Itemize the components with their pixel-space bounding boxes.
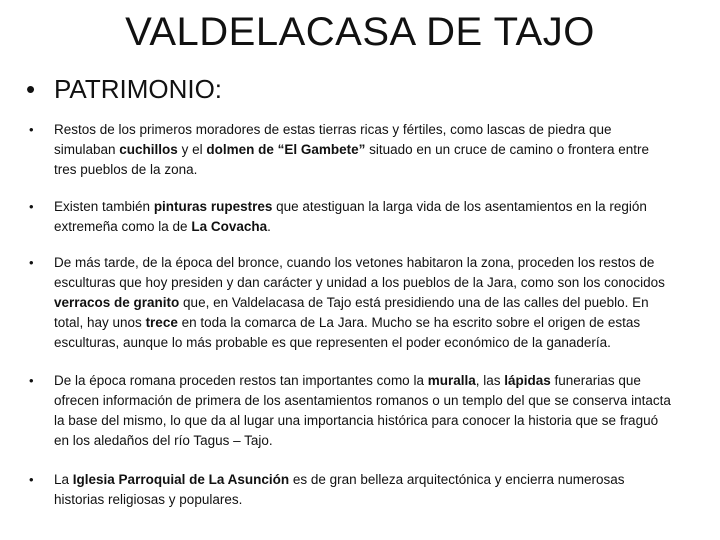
text-run: que atestiguan la larga vida de los asentamientos en la región extremeña como la de: [54, 199, 647, 234]
text-run: que, en Valdelacasa de Tajo está presidiendo una de las calles del pueblo. En total, hay unos: [54, 295, 649, 330]
bullet-point: •: [29, 373, 34, 388]
bullet-text: [54, 197, 672, 237]
text-run: funerarias que ofrecen información de primera de los asentamientos romanos o un templo del que se conserva intacta la base del mismo, lo que da al lugar una importancia histórica para conocer la historia que se fraguó en los aledaños del río Tagus – Tajo.: [54, 373, 671, 448]
bullet-text: [54, 120, 672, 180]
bold-text: cuchillos: [119, 142, 178, 157]
text-run: Restos de los primeros moradores de estas tierras ricas y fértiles, como lascas de piedra que simulaban: [54, 122, 612, 157]
text-run: Existen también: [54, 199, 154, 214]
bold-text: pinturas rupestres: [153, 199, 273, 214]
bullet-point: •: [29, 255, 34, 270]
bold-text: muralla: [427, 373, 476, 388]
bold-text: Iglesia Parroquial de La Asunción: [72, 472, 290, 487]
text-run: , las: [475, 373, 505, 388]
bullet-text: [54, 371, 672, 451]
slide-title: VALDELACASA DE TAJO: [125, 10, 595, 54]
bullet-text: [54, 470, 672, 510]
text-run: De la época romana proceden restos tan importantes como la: [54, 373, 428, 388]
text-run: .: [267, 219, 271, 234]
bullet-item: [26, 371, 672, 451]
text-run: De más tarde, de la época del bronce, cuando los vetones habitaron la zona, proceden los restos de esculturas que hoy presiden y dan carácter y unidad a los pueblos de la Jara, como son los conocidos: [54, 255, 665, 290]
text-run: situado en un cruce de camino o frontera entre tres pueblos de la zona.: [54, 142, 650, 177]
bullet-item: [26, 197, 672, 237]
section-heading: [26, 72, 222, 106]
bullet-point: •: [29, 122, 34, 137]
bullet-point: •: [29, 199, 34, 214]
bold-text: lápidas: [504, 373, 551, 388]
heading-bullet: •: [26, 74, 36, 104]
text-run: y el: [177, 142, 207, 157]
bullet-item: [26, 470, 672, 510]
text-run: es de gran belleza arquitectónica y encierra numerosas historias religiosas y populares.: [54, 472, 625, 507]
bold-text: La Covacha: [191, 219, 268, 234]
heading-text: PATRIMONIO:: [54, 74, 223, 104]
text-run: La: [54, 472, 73, 487]
text-run: en toda la comarca de La Jara. Mucho se ha escrito sobre el origen de estas esculturas, aunque lo más probable es que representen el poder económico de la ganadería.: [54, 315, 641, 350]
bullet-text: [54, 253, 672, 353]
bullet-list: [26, 120, 672, 510]
bold-text: verracos de granito: [54, 295, 180, 310]
bullet-item: [26, 253, 672, 353]
bullet-item: [26, 120, 672, 180]
bold-text: dolmen de “El Gambete”: [206, 142, 366, 157]
bold-text: trece: [145, 315, 178, 330]
bullet-point: •: [29, 472, 34, 487]
